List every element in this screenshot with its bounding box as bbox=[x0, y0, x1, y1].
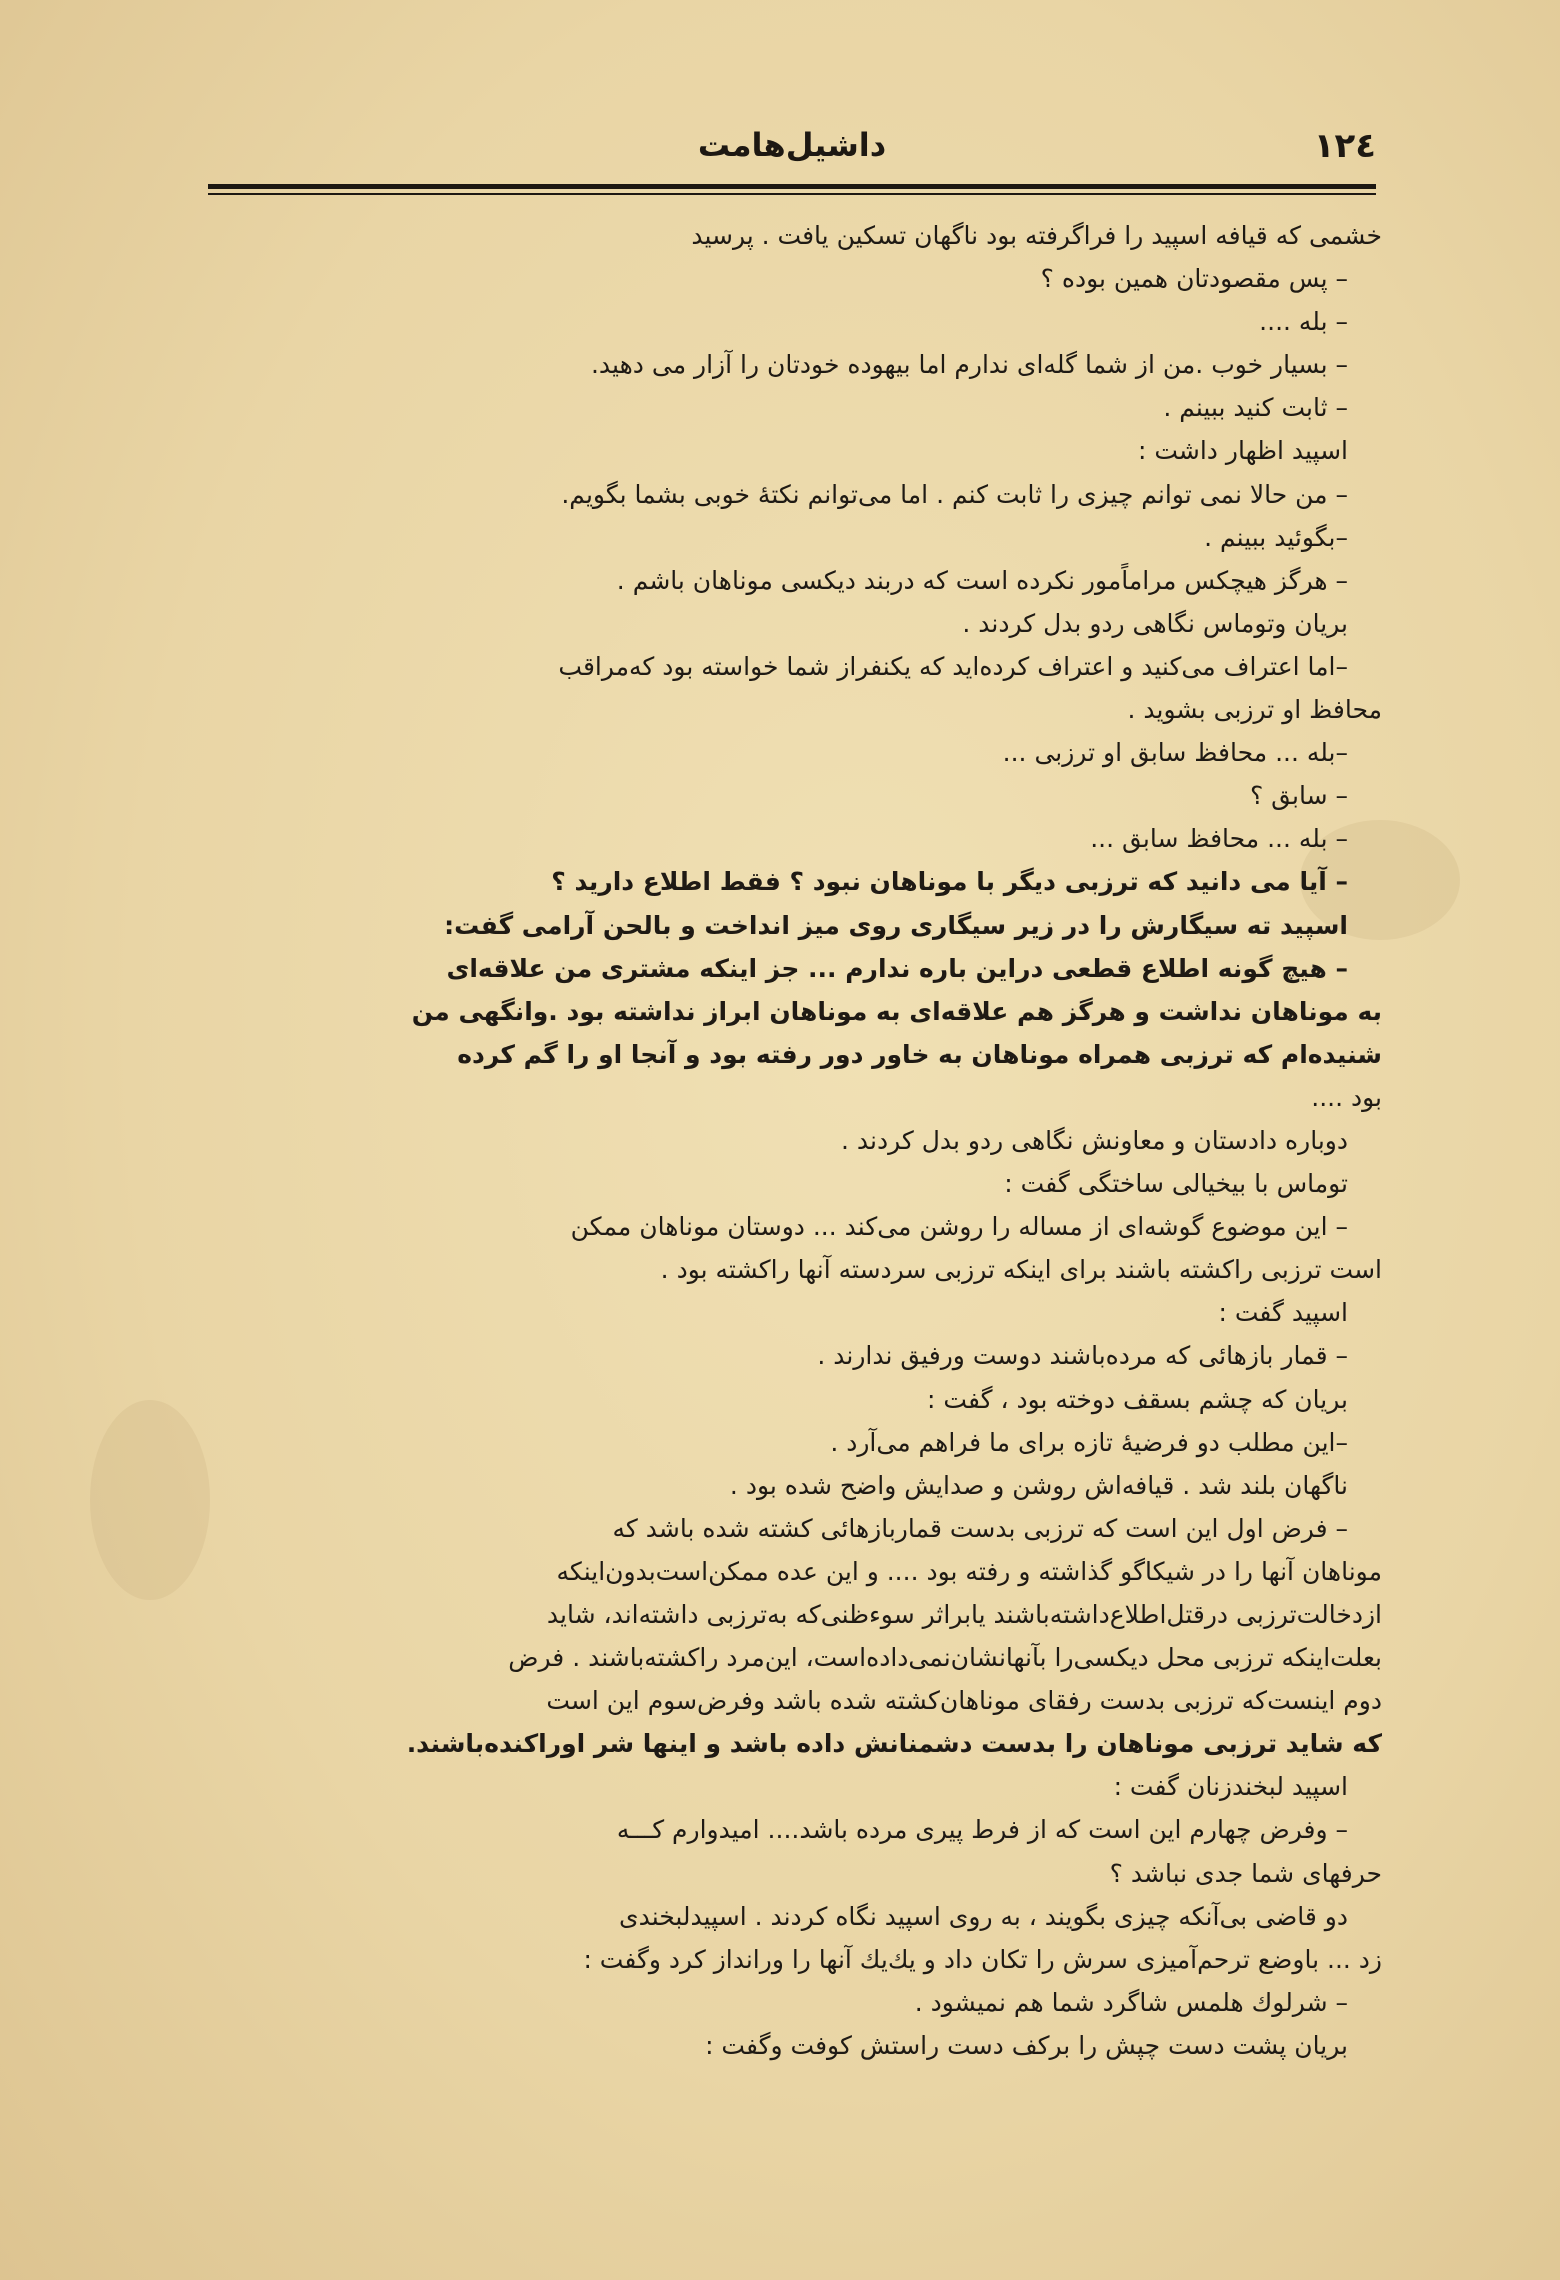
page-number: ۱۲٤ bbox=[1313, 126, 1376, 166]
text-line: دوباره دادستان و معاونش نگاهی ردو بدل کردند . bbox=[840, 1125, 1348, 1155]
text-line: – شرلوك هلمس شاگرد شما هم نمیشود . bbox=[914, 1987, 1348, 2017]
text-line: ازدخالت‌ترزبی درقتل‌اطلاع‌داشته‌باشند یابراثر سوءظنی‌که به‌ترزبی داشته‌اند، شاید bbox=[546, 1600, 1382, 1629]
text-line: بعلت‌اینکه ترزبی محل دیکسی‌را بآنهانشان‌نمی‌داده‌است، این‌مرد راکشته‌باشند . فرض bbox=[508, 1643, 1382, 1673]
text-line: دو قاضی بی‌آنکه چیزی بگویند ، به روی اسپید نگاه کردند . اسپیدلبخندی bbox=[619, 1901, 1348, 1931]
text-line: توماس با بیخیالی ساختگی گفت : bbox=[1004, 1169, 1348, 1199]
text-line: – فرض اول این است که ترزبی بدست قماربازهائی کشته شده باشد که bbox=[612, 1513, 1348, 1543]
text-line: بریان وتوماس نگاهی ردو بدل کردند . bbox=[962, 608, 1348, 638]
text-line: ناگهان بلند شد . قیافه‌اش روشن و صدایش واضح شده بود . bbox=[729, 1470, 1348, 1500]
text-line: که شاید ترزبی موناهان را بدست دشمنانش داده باشد و اینها شر اوراکنده‌باشند. bbox=[406, 1729, 1382, 1759]
text-line: – سابق ؟ bbox=[1249, 781, 1348, 811]
paper-stain bbox=[90, 1400, 210, 1600]
text-line: – هرگز هیچکس مراماًمور نکرده است که دربند دیکسی موناهان باشم . bbox=[616, 565, 1348, 595]
text-line: – قمار بازهائی که مرده‌باشند دوست ورفیق ندارند . bbox=[817, 1341, 1348, 1371]
text-line: اسپید ته سیگارش را در زیر سیگاری روی میز انداخت و بالحن آرامی گفت: bbox=[444, 910, 1348, 940]
text-line: است ترزبی راکشته باشند برای اینکه ترزبی سردسته آنها راکشته بود . bbox=[660, 1255, 1382, 1285]
text-line: –بگوئید ببینم . bbox=[1204, 522, 1348, 552]
text-line: بریان که چشم بسقف دوخته بود ، گفت : bbox=[927, 1384, 1348, 1414]
page-header bbox=[208, 118, 1376, 178]
text-line: – این موضوع گوشه‌ای از مساله را روشن می‌کند ... دوستان موناهان ممکن bbox=[570, 1212, 1348, 1242]
text-line: اسپید اظهار داشت : bbox=[1138, 436, 1348, 466]
running-title: داشیل‌هامت bbox=[697, 126, 887, 164]
text-line: –بله ... محافظ سابق او ترزبی ... bbox=[1002, 738, 1348, 768]
text-line: – آیا می دانید که ترزبی دیگر با موناهان نبود ؟ فقط اطلاع دارید ؟ bbox=[551, 867, 1348, 897]
text-line: – پس مقصودتان همین بوده ؟ bbox=[1040, 264, 1348, 294]
text-line: خشمی که قیافه اسپید را فراگرفته بود ناگهان تسکین یافت . پرسید bbox=[691, 221, 1382, 250]
text-line: –این مطلب دو فرضیهٔ تازه برای ما فراهم می‌آرد . bbox=[830, 1427, 1348, 1457]
text-line: موناهان آنها را در شیکاگو گذاشته و رفته بود .... و این عده ممکن‌است‌بدون‌اینکه bbox=[556, 1556, 1382, 1586]
text-line: شنیده‌ام که ترزبی همراه موناهان به خاور دور رفته بود و آنجا او را گم کرده bbox=[457, 1039, 1382, 1069]
text-line: –اما اعتراف می‌کنید و اعتراف کرده‌اید که یکنفراز شما خواسته بود که‌مراقب bbox=[558, 651, 1348, 681]
text-line: محافظ او ترزبی بشوید . bbox=[1127, 695, 1382, 725]
text-line: حرفهای شما جدی نباشد ؟ bbox=[1109, 1858, 1382, 1888]
text-line: بود .... bbox=[1311, 1082, 1382, 1112]
text-line: – بله .... bbox=[1259, 307, 1348, 337]
text-line: – بسیار خوب .من از شما گله‌ای ندارم اما بیهوده خودتان را آزار می دهید. bbox=[590, 350, 1348, 380]
text-line: زد ... باوضع ترحم‌آمیزی سرش را تکان داد و یك‌یك آنها را ورانداز کرد وگفت : bbox=[583, 1944, 1382, 1974]
body-text bbox=[212, 214, 1382, 2067]
text-line: به موناهان نداشت و هرگز هم علاقه‌ای به موناهان ابراز نداشته بود .وانگهی من bbox=[411, 996, 1382, 1026]
text-line: – وفرض چهارم این است که از فرط پیری مرده باشد.... امیدوارم کـــه bbox=[616, 1815, 1348, 1845]
text-line: اسپید گفت : bbox=[1218, 1298, 1348, 1328]
header-rule-thick bbox=[208, 184, 1376, 189]
text-line: اسپید لبخندزنان گفت : bbox=[1113, 1772, 1348, 1802]
text-line: بریان پشت دست چپش را برکف دست راستش کوفت وگفت : bbox=[705, 2030, 1348, 2060]
text-line: – هیچ گونه اطلاع قطعی دراین باره ندارم ... جز اینکه مشتری من علاقه‌ای bbox=[446, 953, 1348, 983]
text-line: – من حالا نمی توانم چیزی را ثابت کنم . اما می‌توانم نکتهٔ خوبی بشما بگویم. bbox=[561, 479, 1348, 509]
text-line: – ثابت کنید ببینم . bbox=[1163, 393, 1348, 423]
header-rule-thin bbox=[208, 193, 1376, 195]
text-line: دوم اینست‌که ترزبی بدست رفقای موناهان‌کشته شده باشد وفرض‌سوم این است bbox=[546, 1686, 1382, 1716]
text-line: – بله ... محافظ سابق ... bbox=[1090, 824, 1348, 854]
